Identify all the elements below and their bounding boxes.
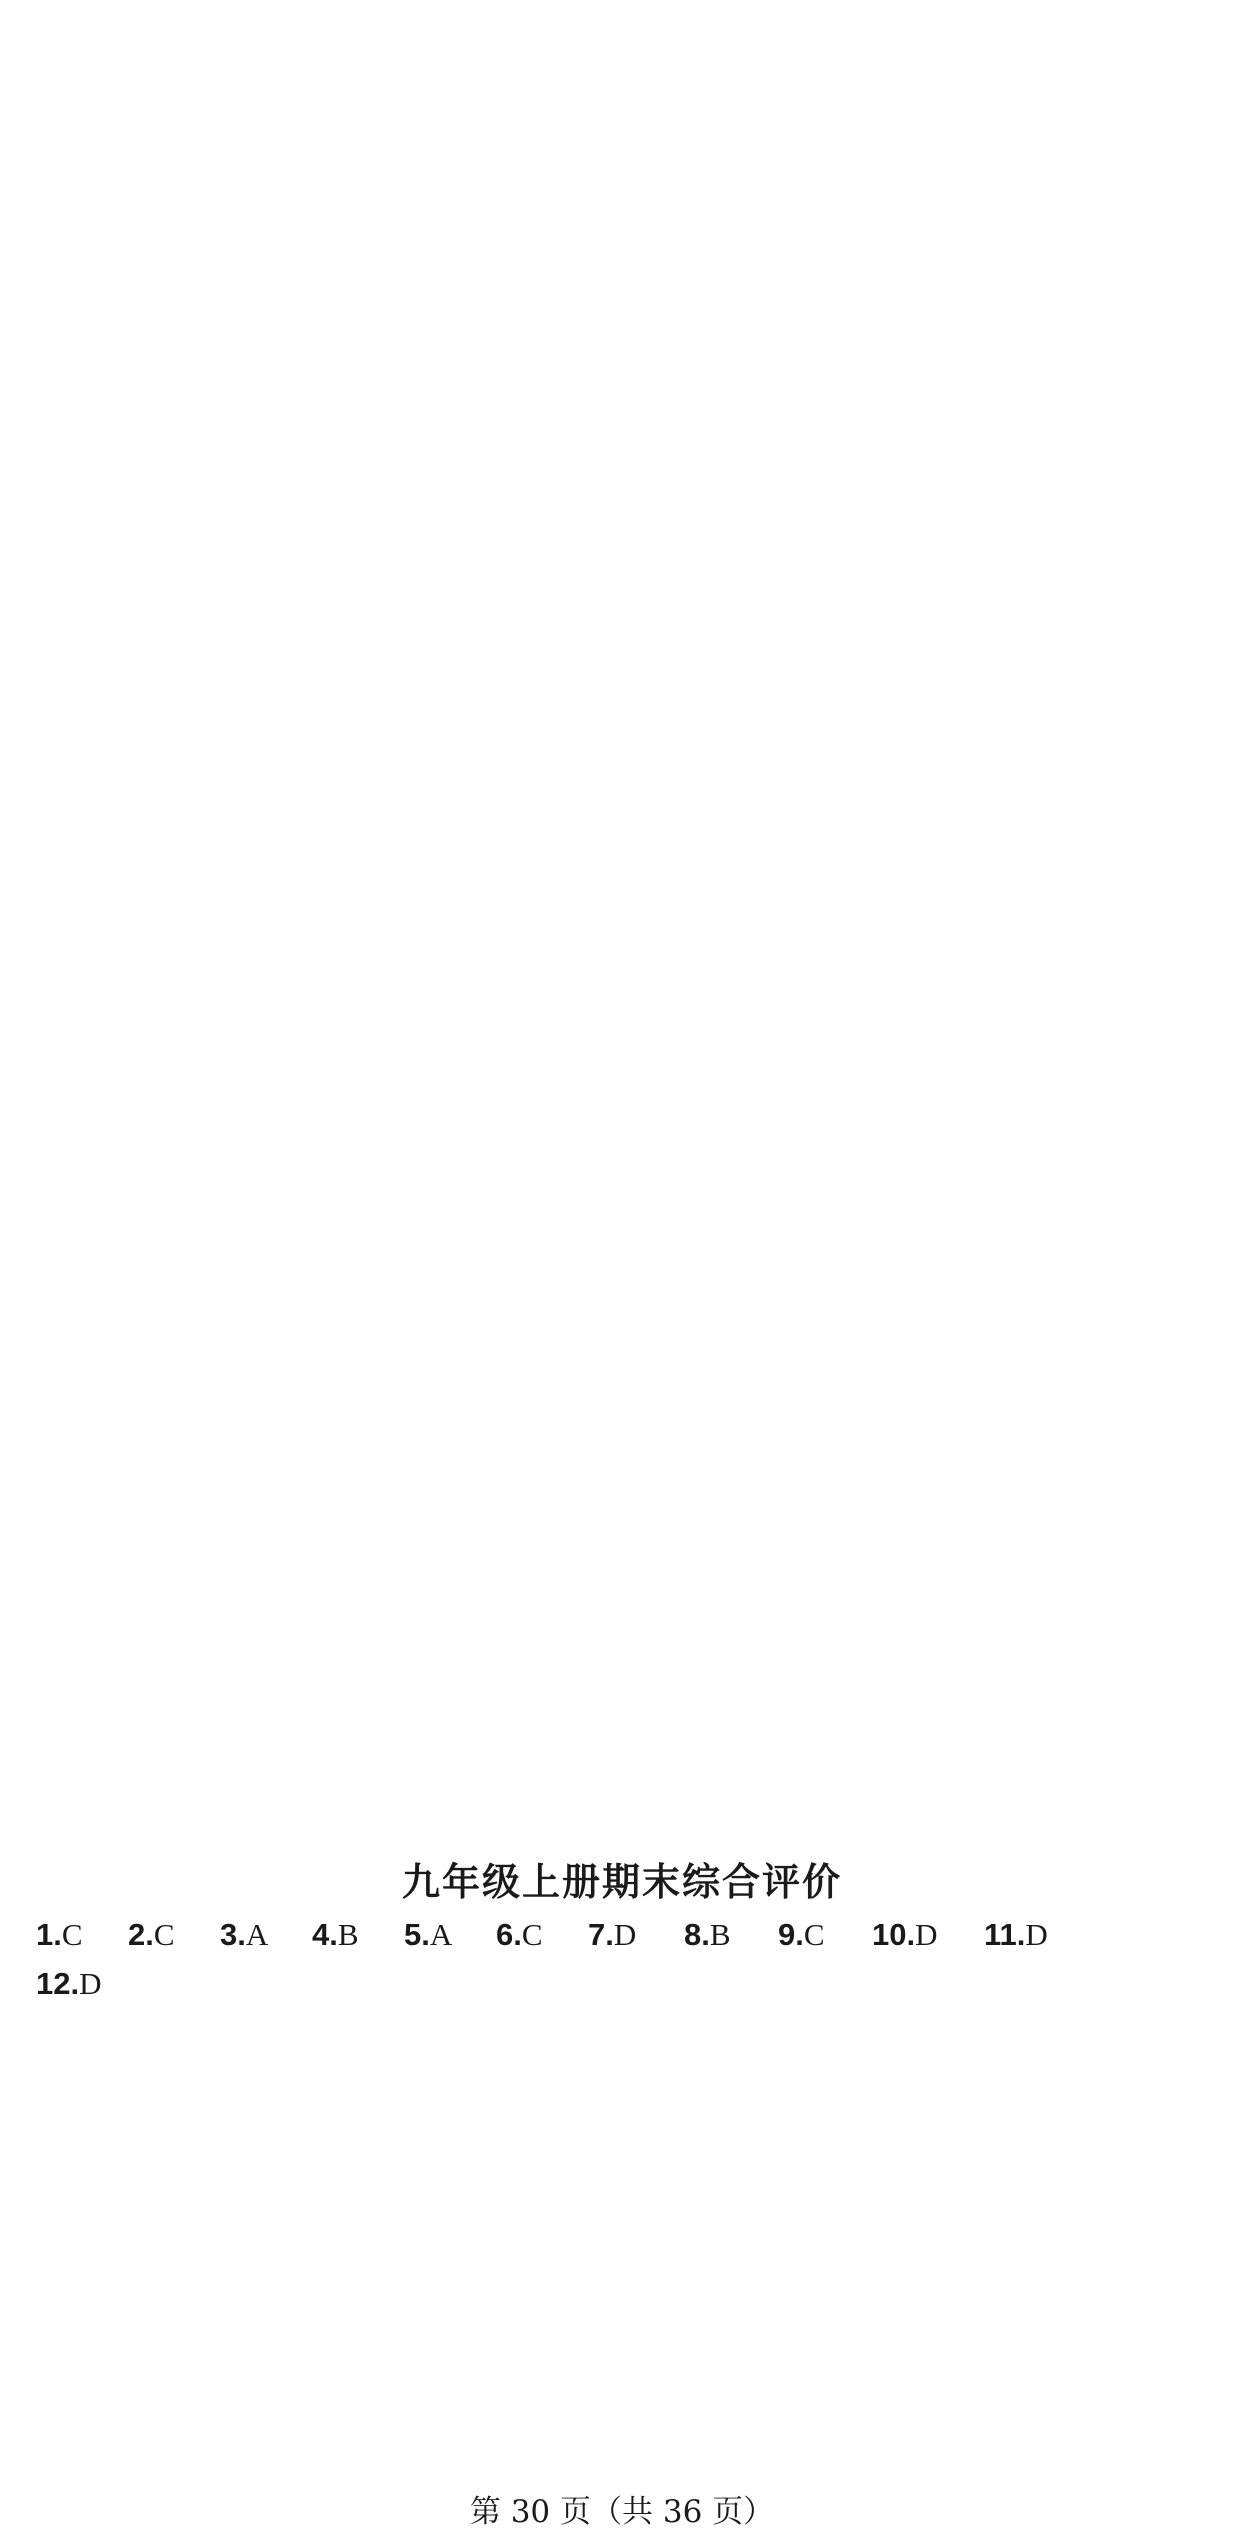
- choice-answer: 9.C: [778, 1917, 825, 1952]
- choice-answer: 11.D: [984, 1917, 1048, 1952]
- choice-answer: 7.D: [588, 1917, 637, 1952]
- choice-answer: 1.C: [36, 1917, 83, 1952]
- page-footer: 第 30 页（共 36 页）: [469, 2494, 775, 2530]
- choice-answer: 6.C: [496, 1917, 543, 1952]
- choice-answer: 8.B: [684, 1917, 731, 1952]
- choice-answer: 12.D: [36, 1966, 102, 2001]
- section-title: 九年级上册期末综合评价: [401, 1860, 842, 1904]
- choice-answer: 5.A: [404, 1917, 453, 1952]
- choice-answer: 3.A: [220, 1917, 269, 1952]
- choice-answer: 2.C: [128, 1917, 175, 1952]
- choice-answer: 4.B: [312, 1917, 359, 1952]
- choice-answer: 10.D: [872, 1917, 938, 1952]
